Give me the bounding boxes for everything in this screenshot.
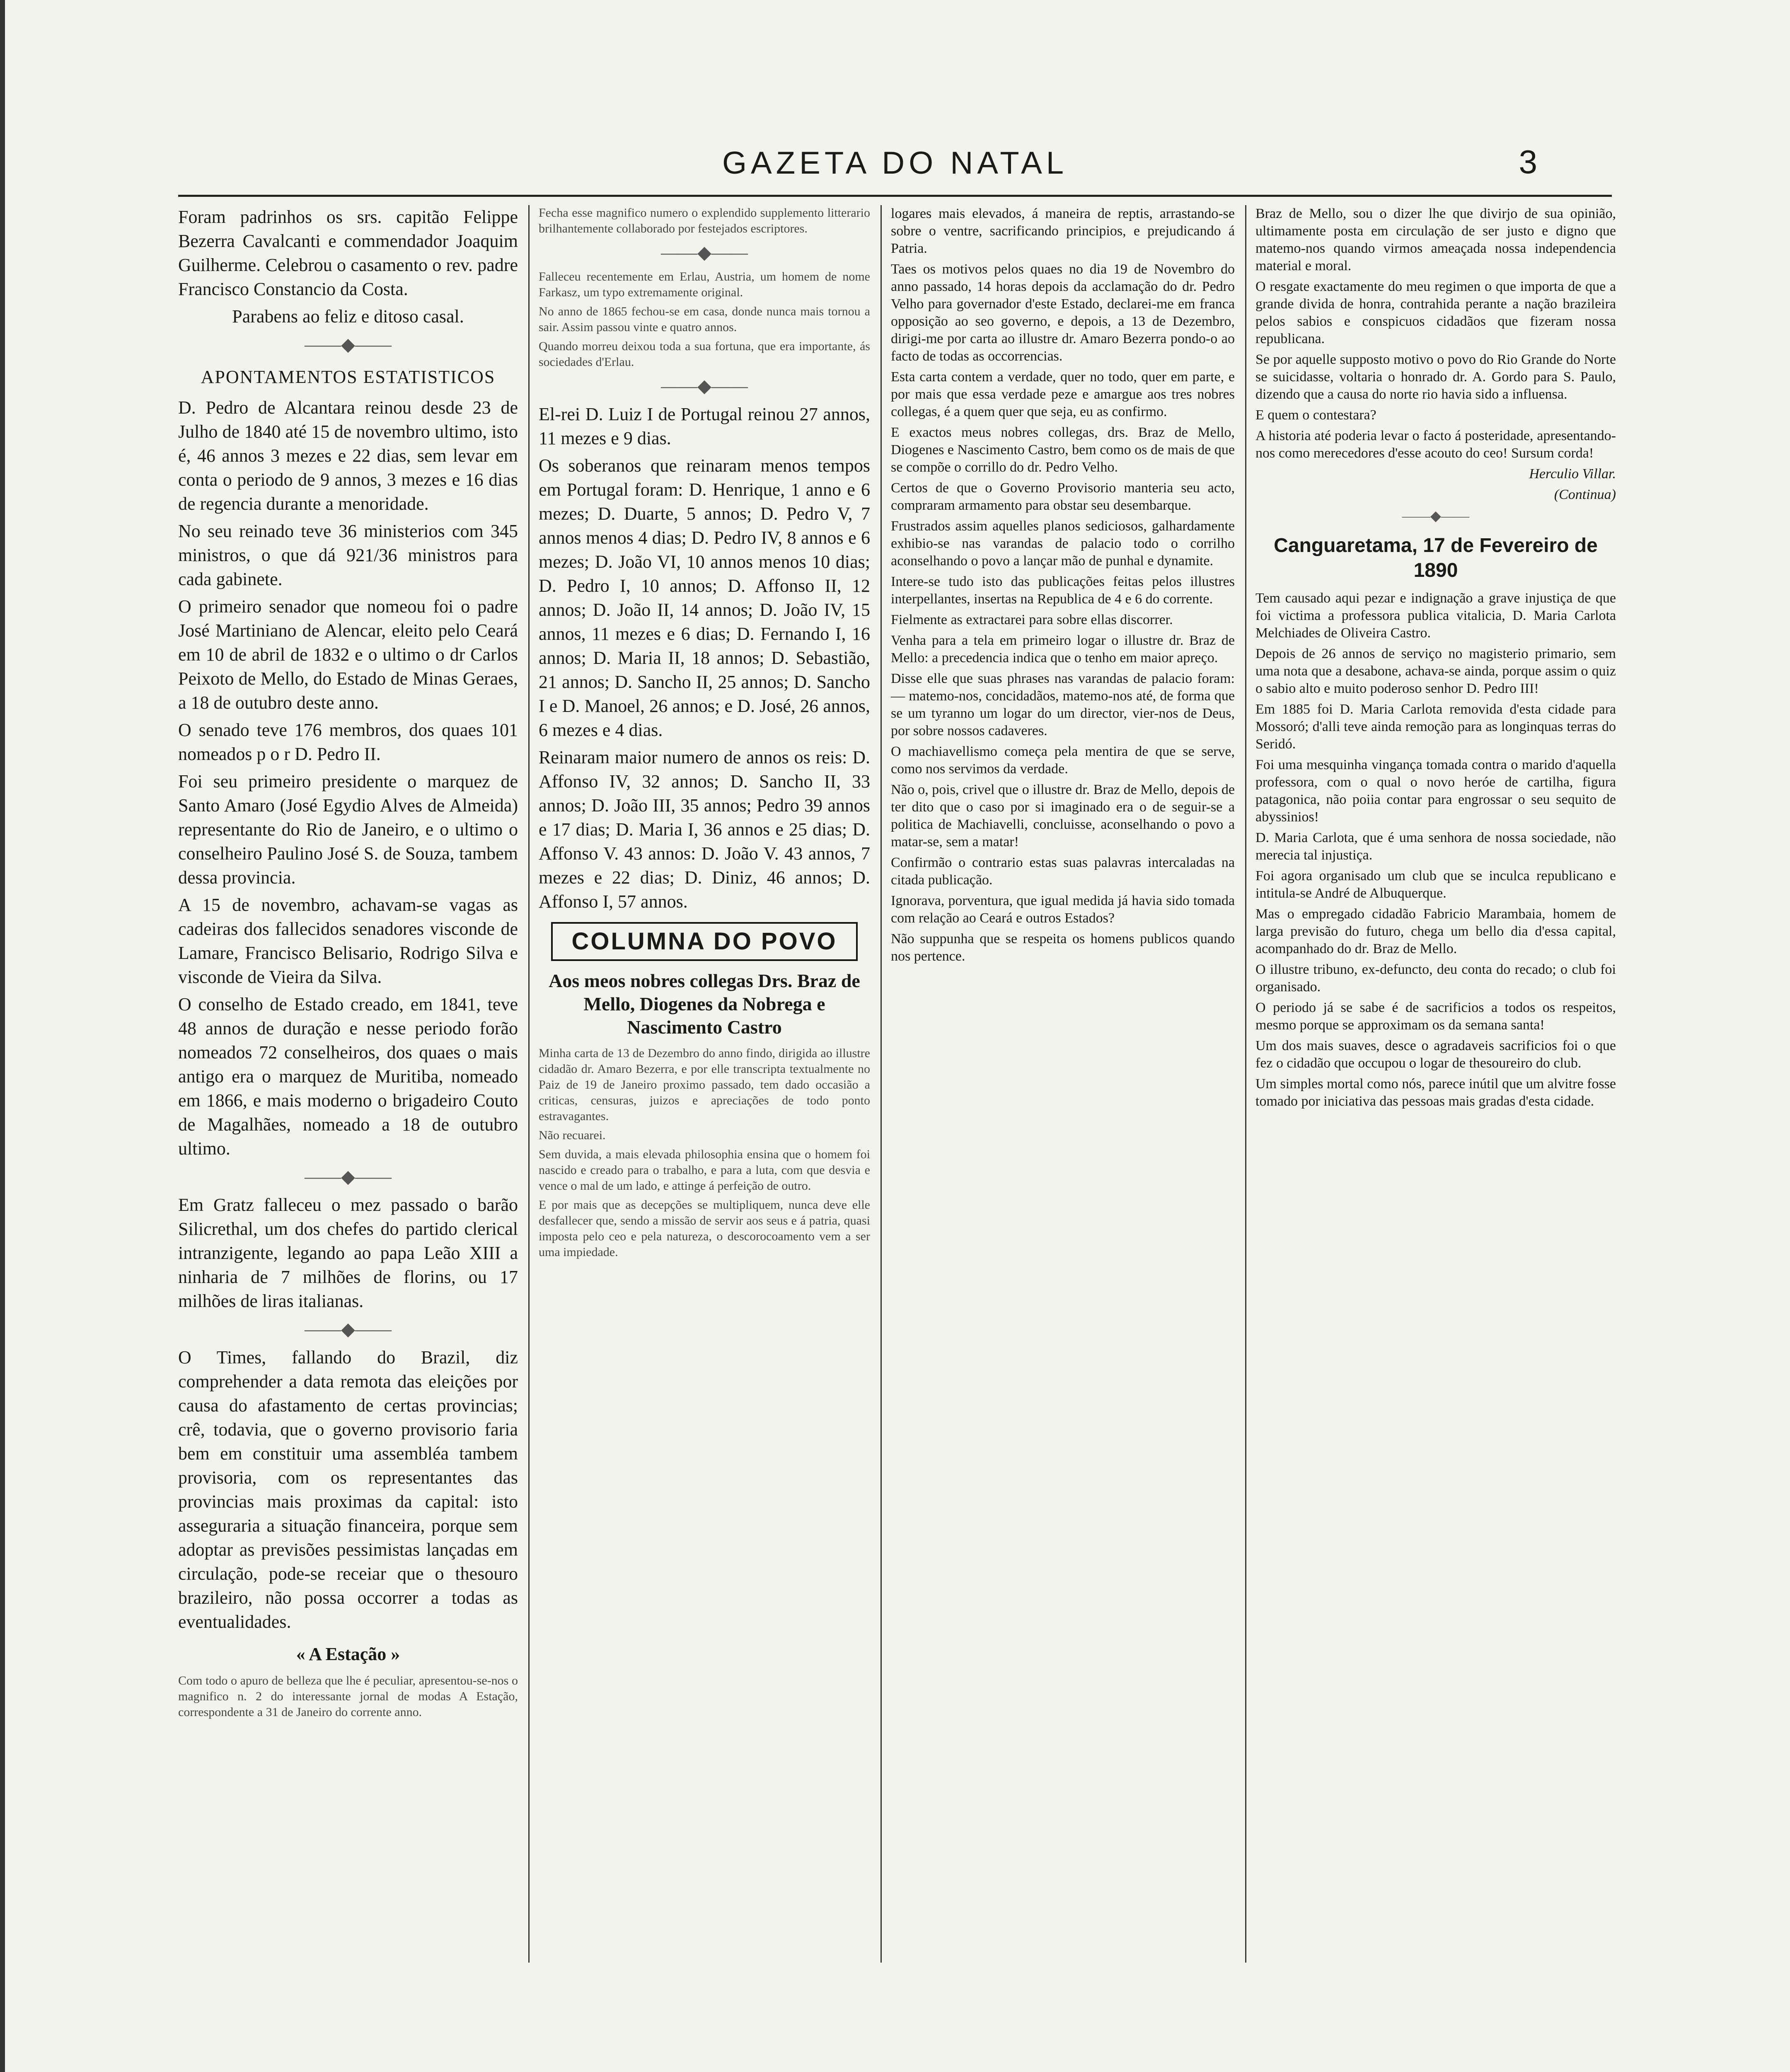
article-paragraph: O illustre tribuno, ex-defuncto, deu conta do recado; o club foi organisado.: [1255, 962, 1616, 995]
article-paragraph: Em 1885 foi D. Maria Carlota removida d'esta cidade para Mossoró; d'alli teve ainda remoção para as longinquas terras do Seridó.: [1255, 702, 1616, 752]
letter-paragraph: Se por aquelle supposto motivo o povo do Rio Grande do Norte se suicidasse, voltaria o honrado dr. A. Gordo para S. Paulo, dizendo que a causa do norte rio havia sido a influensa.: [1255, 352, 1616, 402]
article-paragraph: Tem causado aqui pezar e indignação a grave injustiça de que foi victima a professora publica vitalicia, D. Maria Carlota Melchiades de Oliveira Castro.: [1255, 591, 1616, 641]
letter-paragraph: E exactos meus nobres collegas, drs. Braz de Mello, Diogenes e Nascimento Castro, bem como os de mais de que se compõe o corrillo do dr. Pedro Velho.: [891, 425, 1235, 475]
page-edge-shadow: [0, 0, 5, 2072]
letter-paragraph: A historia até poderia levar o facto á posteridade, apresentando-nos como merecedores d'esse acouto do ceo! Sursum corda!: [1255, 428, 1616, 461]
column-2: [539, 205, 870, 1971]
article-paragraph: Um simples mortal como nós, parece inútil que um alvitre fosse tomado por iniciativa das pessoas mais gradas d'esta cidade.: [1255, 1076, 1616, 1109]
article-paragraph: Os soberanos que reinaram menos tempos em Portugal foram: D. Henrique, 1 anno e 6 mezes; D. Duarte, 5 annos; D. Pedro V, 7 annos menos 4 dias; D. Pedro IV, 8 annos e 6 mezes; D. João VI, 10 annos menos 10 dias; D. Pedro I, 10 annos; D. Affonso II, 12 annos; D. João II, 14 annos; D. João IV, 15 annos, 11 mezes e 6 dias; D. Fernando I, 16 annos; D. Maria II, 18 annos; D. Sebastião, 21 annos; D. Sancho II, 25 annos; D. Sancho I e D. Manoel, 26 annos; e D. José, 26 annos, 6 mezes e 4 dias.: [539, 455, 870, 740]
column-divider: [1245, 205, 1246, 1963]
letter-paragraph: Taes os motivos pelos quaes no dia 19 de Novembro do anno passado, 14 horas depois da acclamação do dr. Pedro Velho para governador d'este Estado, declarei-me em franca opposição ao seo governo, e depois, a 13 de Dezembro, dirigi-me por carta ao illustre dr. Amaro Bezerra pondo-o ao facto de todas as occorrencias.: [891, 261, 1235, 364]
article-paragraph: D. Pedro de Alcantara reinou desde 23 de Julho de 1840 até 15 de novembro ultimo, isto é, 46 annos 3 mezes e 22 dias, sem levar em conta o periodo de 9 annos, 3 mezes e 16 dias de regencia durante a menoridade.: [178, 397, 518, 514]
letter-paragraph: Braz de Mello, sou o dizer lhe que divirjo de sua opinião, ultimamente posta em circulação de ser justo e digno que matemo-nos quando virmos ameaçada nossa independencia material e moral.: [1255, 206, 1616, 274]
article-paragraph: O primeiro senador que nomeou foi o padre José Martiniano de Alencar, eleito pelo Ceará em 10 de abril de 1832 e o ultimo o dr Carlos Peixoto de Mello, do Estado de Minas Geraes, a 18 de outubro deste anno.: [178, 596, 518, 713]
article-paragraph: A 15 de novembro, achavam-se vagas as cadeiras dos fallecidos senadores visconde de Lamare, Francisco Belisario, Rodrigo Silva e visconde de Vieira da Silva.: [178, 895, 518, 987]
congrats-line: Parabens ao feliz e ditoso casal.: [232, 306, 464, 327]
masthead-rule: [178, 195, 1612, 197]
article-paragraph: Foi agora organisado um club que se inculca republicano e intitula-se André de Albuquerque.: [1255, 868, 1616, 901]
article-paragraph: O senado teve 176 membros, dos quaes 101 nomeados p o r D. Pedro II.: [178, 720, 518, 764]
estacao-heading: « A Estação »: [296, 1644, 400, 1664]
letter-paragraph: Ignorava, porventura, que igual medida já havia sido tomada com relação ao Ceará e outros Estados?: [891, 893, 1235, 926]
letter-paragraph: Venha para a tela em primeiro logar o illustre dr. Braz de Mello: a precedencia indica que o tenho em maior apreço.: [891, 633, 1235, 666]
column-divider: [528, 205, 530, 1963]
article-paragraph: El-rei D. Luiz I de Portugal reinou 27 annos, 11 mezes e 9 dias.: [539, 404, 870, 448]
section-separator: ——◆——: [661, 376, 748, 396]
article-paragraph: Fecha esse magnifico numero o explendido supplemento litterario brilhantemente collaborado por festejados escriptores.: [539, 206, 870, 235]
signature: Herculio Villar.: [1529, 466, 1616, 482]
section-heading: APONTAMENTOS ESTATISTICOS: [201, 367, 496, 387]
letter-paragraph: Esta carta contem a verdade, quer no todo, quer em parte, e por mais que essa verdade peze e amargue aos tres nobres collegas, é a quem quer que seja, eu as confirmo.: [891, 369, 1235, 419]
article-paragraph: Foi seu primeiro presidente o marquez de Santo Amaro (José Egydio Alves de Almeida) representante do Rio de Janeiro, e o ultimo o conselheiro Paulino José S. de Souza, tambem dessa provincia.: [178, 771, 518, 888]
column-1: [178, 205, 518, 1971]
dateline-heading: Canguaretama, 17 de Fevereiro de 1890: [1274, 535, 1598, 581]
letter-paragraph: Confirmão o contrario estas suas palavras intercaladas na citada publicação.: [891, 855, 1235, 888]
newspaper-title: GAZETA DO NATAL: [722, 145, 1068, 181]
letter-paragraph: Sem duvida, a mais elevada philosophia ensina que o homem foi nascido e creado para o trabalho, e para a luta, com que desvia e vence o mal de um lado, e attinge á perfeição de outro.: [539, 1147, 870, 1193]
section-separator: ——◆——: [1402, 508, 1470, 524]
article-paragraph: Mas o empregado cidadão Fabricio Marambaia, homem de larga previsão do futuro, chega um bello dia d'essa capital, acompanhado do dr. Braz de Mello.: [1255, 906, 1616, 956]
letter-paragraph: E quem o contestara?: [1255, 407, 1376, 423]
article-paragraph: D. Maria Carlota, que é uma senhora de nossa sociedade, não merecia tal injustiça.: [1255, 830, 1616, 863]
section-separator: ——◆——: [305, 1319, 392, 1339]
letter-paragraph: O machiavellismo começa pela mentira de que se serve, como nos servimos da verdade.: [891, 744, 1235, 777]
section-separator: ——◆——: [661, 242, 748, 263]
column-3: [891, 205, 1235, 1971]
article-paragraph: No anno de 1865 fechou-se em casa, donde nunca mais tornou a sair. Assim passou vinte e quatro annos.: [539, 305, 870, 334]
article-paragraph: Reinaram maior numero de annos os reis: D. Affonso IV, 32 annos; D. Sancho II, 33 annos; D. João III, 35 annos; Pedro 39 annos e 17 dias; D. Maria I, 36 annos e 25 dias; D. Affonso V. 43 annos: D. João V. 43 annos, 7 mezes e 22 dias; D. Diniz, 46 annos; D. Affonso I, 57 annos.: [539, 747, 870, 912]
section-separator: ——◆——: [305, 334, 392, 355]
section-separator: ——◆——: [305, 1167, 392, 1187]
wedding-paragraph: Foram padrinhos os srs. capitão Felippe Bezerra Cavalcanti e commendador Joaquim Guilherme. Celebrou o casamento o rev. padre Francisco Constancio da Costa.: [178, 207, 518, 299]
letter-paragraph: E por mais que as decepções se multipliquem, nunca deve elle desfallecer que, sendo a missão de servir aos seus e á patria, quasi imposta pelo ceo e pela natureza, o descorocoamento vem a ser uma impiedade.: [539, 1198, 870, 1259]
article-paragraph: No seu reinado teve 36 ministerios com 345 ministros, o que dá 921/36 ministros para cada gabinete.: [178, 521, 518, 589]
letter-paragraph: logares mais elevados, á maneira de reptis, arrastando-se sobre o ventre, sacrificando principios, e prejudicando á Patria.: [891, 206, 1235, 256]
article-paragraph: O Times, fallando do Brazil, diz comprehender a data remota das eleições por causa do afastamento de certas provincias; crê, todavia, que o governo provisorio faria bem em constituir uma assembléa tambem provisoria, com os representantes das provincias mais proximas da capital: isto asseguraria a situação financeira, porque sem adoptar as previsões pessimistas lançadas em circulação, pode-se receiar que o thesouro brazileiro, não possa occorrer a todas as eventualidades.: [178, 1347, 518, 1632]
column-divider: [880, 205, 882, 1963]
estacao-paragraph: Com todo o apuro de belleza que lhe é peculiar, apresentou-se-nos o magnifico n. 2 do interessante jornal de modas A Estação, correspondente a 31 de Janeiro do corrente anno.: [178, 1674, 518, 1719]
article-paragraph: Falleceu recentemente em Erlau, Austria, um homem de nome Farkasz, um typo extremamente original.: [539, 270, 870, 299]
letter-paragraph: Certos de que o Governo Provisorio manteria seu acto, compraram armamento para obstar seu desembarque.: [891, 480, 1235, 513]
article-paragraph: Depois de 26 annos de serviço no magisterio primario, sem uma nota que a desabone, achava-se ainda, porque assim o quiz o sabio alto e muito poderoso senhor D. Pedro III!: [1255, 646, 1616, 696]
letter-paragraph: Não recuarei.: [539, 1128, 606, 1142]
article-paragraph: Foi uma mesquinha vingança tomada contra o marido d'aquella professora, com o qual o novo heróe de cartilha, figura patagonica, não poiia contar para engrossar o seu sequito de abyssinios!: [1255, 757, 1616, 825]
letter-paragraph: O resgate exactamente do meu regimen o que importa de que a grande divida de honra, contrahida perante a nação brazileira pelos sabios e conspicuos cidadãos que fizeram nossa republicana.: [1255, 279, 1616, 346]
article-paragraph: Um dos mais suaves, desce o agradaveis sacrificios foi o que fez o cidadão que occupou o logar de thesoureiro do club.: [1255, 1038, 1616, 1071]
article-paragraph: O periodo já se sabe é de sacrificios a todos os respeitos, mesmo porque se approximam os da semana santa!: [1255, 1000, 1616, 1033]
column-box-title: COLUMNA DO POVO: [551, 922, 858, 961]
letter-paragraph: Intere-se tudo isto das publicações feitas pelos illustres interpellantes, insertas na Republica de 4 e 6 do corrente.: [891, 574, 1235, 607]
continuation-note: (Continua): [1554, 487, 1616, 502]
article-paragraph: O conselho de Estado creado, em 1841, teve 48 annos de duração e nesse periodo forão nomeados 72 conselheiros, dos quaes o mais antigo era o marquez de Muritiba, nomeado em 1866, e mais moderno o brigadeiro Couto de Magalhães, nomeado a 18 de outubro ultimo.: [178, 994, 518, 1159]
article-paragraph: Quando morreu deixou toda a sua fortuna, que era importante, ás sociedades d'Erlau.: [539, 339, 870, 369]
letter-paragraph: Minha carta de 13 de Dezembro do anno findo, dirigida ao illustre cidadão dr. Amaro Bezerra, e por elle transcripta textualmente no Paiz de 19 de Janeiro proximo passado, tem dado occasião a criticas, censuras, juizos e apreciações de todo ponto estravagantes.: [539, 1046, 870, 1123]
letter-paragraph: Frustrados assim aquelles planos sediciosos, galhardamente exhibio-se nas varandas de palacio todo o corrilho aconselhando o povo a lançar mão de punhal e dynamite.: [891, 518, 1235, 569]
letter-paragraph: Disse elle que suas phrases nas varandas de palacio foram: — matemo-nos, concidadãos, matemo-nos até, de forma que se um tyranno um logar do um director, vier-nos de Deus, por sobre nossos cadaveres.: [891, 671, 1235, 738]
letter-paragraph: Não o, pois, crivel que o illustre dr. Braz de Mello, depois de ter dito que o caso por si imaginado era o de seguir-se a politica de Machiavelli, concluisse, aconselhando o povo a matar-se, sem a matar!: [891, 782, 1235, 850]
article-paragraph: Em Gratz falleceu o mez passado o barão Silicrethal, um dos chefes do partido clerical intranzigente, legando ao papa Leão XIII a ninharia de 7 milhões de florins, ou 17 milhões de liras italianas.: [178, 1195, 518, 1311]
letter-heading: Aos meos nobres collegas Drs. Braz de Mello, Diogenes da Nobrega e Nascimento Castro: [549, 970, 860, 1038]
page-number: 3: [1519, 143, 1537, 180]
letter-paragraph: Não suppunha que se respeita os homens publicos quando nos pertence.: [891, 931, 1235, 964]
column-4: [1255, 205, 1616, 1971]
letter-paragraph: Fielmente as extractarei para sobre ellas discorrer.: [891, 612, 1173, 627]
